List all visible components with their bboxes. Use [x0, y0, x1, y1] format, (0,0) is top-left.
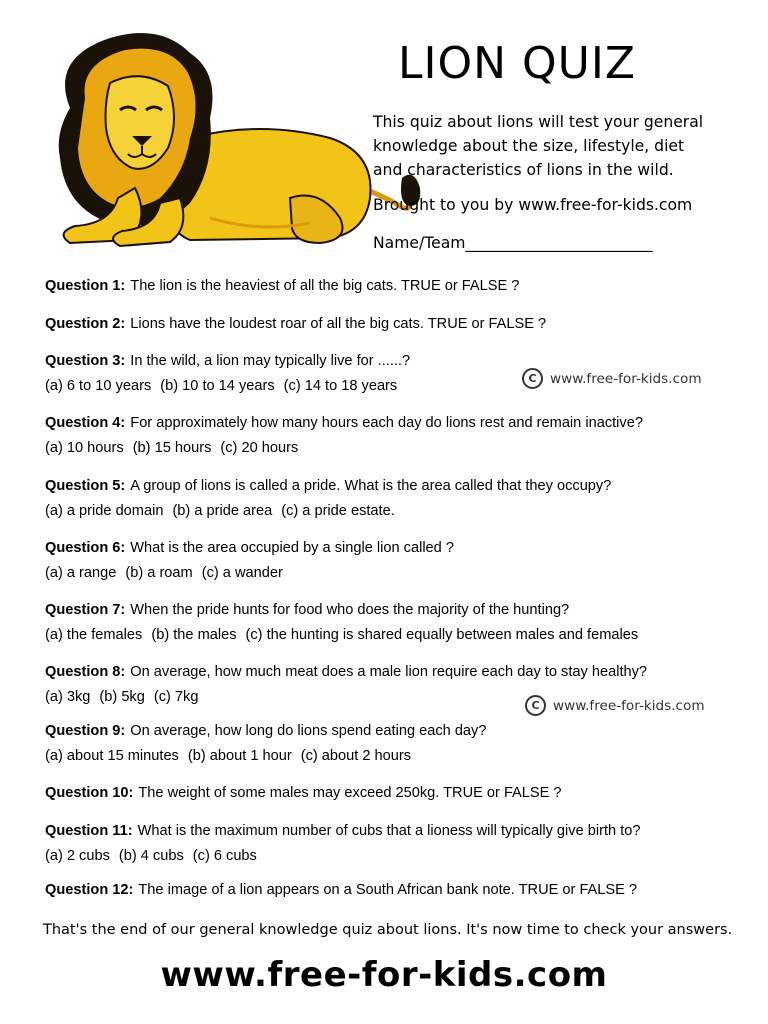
question-text: On average, how long do lions spend eating each day? [130, 723, 487, 739]
question-4-options [45, 440, 307, 456]
question-text: The weight of some males may exceed 250kg. TRUE or FALSE ? [138, 785, 562, 801]
question-label: Question 12: [45, 882, 134, 898]
question-3-options [45, 378, 406, 394]
question-5-options [45, 503, 404, 519]
question-text: What is the maximum number of cubs that a lioness will typically give birth to? [137, 823, 641, 839]
question-label: Question 11: [45, 823, 133, 839]
option: (c) 6 cubs [192, 848, 257, 864]
question-label: Question 5: [45, 478, 126, 494]
question-10 [45, 785, 562, 801]
question-label: Question 1: [45, 278, 126, 294]
option: (c) a wander [201, 565, 283, 581]
end-of-quiz-text: That's the end of our general knowledge quiz about lions. It's now time to check your answers. [43, 922, 733, 938]
option: (b) a pride area [172, 503, 273, 519]
copyright-icon: C [522, 368, 543, 389]
option: (b) the males [151, 627, 237, 643]
question-label: Question 4: [45, 415, 126, 431]
question-label: Question 7: [45, 602, 126, 618]
option: (c) 14 to 18 years [283, 378, 398, 394]
copyright-icon: C [525, 695, 546, 716]
option: (b) 4 cubs [118, 848, 184, 864]
site-url-footer: www.free-for-kids.com [160, 955, 608, 995]
question-4 [45, 415, 643, 431]
option: (a) 2 cubs [45, 848, 110, 864]
question-11 [45, 823, 640, 839]
question-9 [45, 723, 486, 739]
option: (c) a pride estate. [281, 503, 395, 519]
question-label: Question 9: [45, 723, 126, 739]
option: (a) 10 hours [45, 440, 124, 456]
name-team-field: Name/Team________________________ [373, 234, 653, 252]
option: (b) 10 to 14 years [160, 378, 275, 394]
option: (b) 5kg [99, 689, 145, 705]
question-12 [45, 882, 637, 898]
option: (a) 6 to 10 years [45, 378, 152, 394]
question-text: In the wild, a lion may typically live for ......? [130, 353, 411, 369]
option: (b) about 1 hour [187, 748, 292, 764]
watermark-text: www.free-for-kids.com [550, 370, 702, 387]
question-text: For approximately how many hours each day do lions rest and remain inactive? [130, 415, 643, 431]
option: (a) about 15 minutes [45, 748, 179, 764]
intro-line: This quiz about lions will test your general [373, 113, 704, 131]
option: (c) 7kg [153, 689, 199, 705]
copyright-watermark [525, 695, 705, 716]
option: (b) 15 hours [132, 440, 212, 456]
watermark-text: www.free-for-kids.com [553, 697, 705, 714]
brought-by-text: Brought to you by www.free-for-kids.com [373, 196, 693, 214]
question-6 [45, 540, 454, 556]
option: (b) a roam [125, 565, 193, 581]
option: (a) 3kg [45, 689, 91, 705]
question-3 [45, 353, 410, 369]
question-7 [45, 602, 569, 618]
option: (a) a pride domain [45, 503, 164, 519]
question-text: On average, how much meat does a male lion require each day to stay healthy? [130, 664, 648, 680]
copyright-watermark [522, 368, 702, 389]
question-8-options [45, 689, 207, 705]
question-text: When the pride hunts for food who does the majority of the hunting? [130, 602, 570, 618]
question-label: Question 10: [45, 785, 134, 801]
question-text: The image of a lion appears on a South African bank note. TRUE or FALSE ? [138, 882, 638, 898]
question-8 [45, 664, 647, 680]
question-2 [45, 316, 546, 332]
intro-line: and characteristics of lions in the wild. [373, 161, 674, 179]
question-label: Question 6: [45, 540, 126, 556]
option: (c) 20 hours [220, 440, 299, 456]
question-label: Question 8: [45, 664, 126, 680]
lion-illustration [40, 28, 430, 258]
question-7-options [45, 627, 647, 643]
question-label: Question 3: [45, 353, 126, 369]
question-6-options [45, 565, 292, 581]
quiz-intro [373, 110, 743, 182]
intro-line: knowledge about the size, lifestyle, diet [373, 137, 685, 155]
question-5 [45, 478, 611, 494]
question-11-options [45, 848, 266, 864]
option: (c) about 2 hours [300, 748, 412, 764]
question-9-options [45, 748, 420, 764]
option: (a) the females [45, 627, 143, 643]
option: (a) a range [45, 565, 117, 581]
option: (c) the hunting is shared equally between males and females [245, 627, 639, 643]
question-text: A group of lions is called a pride. What is the area called that they occupy? [130, 478, 612, 494]
question-text: What is the area occupied by a single lion called ? [130, 540, 454, 556]
question-1 [45, 278, 519, 294]
question-text: Lions have the loudest roar of all the big cats. TRUE or FALSE ? [130, 316, 547, 332]
quiz-title: LION QUIZ [398, 38, 636, 89]
question-text: The lion is the heaviest of all the big cats. TRUE or FALSE ? [130, 278, 520, 294]
question-label: Question 2: [45, 316, 126, 332]
